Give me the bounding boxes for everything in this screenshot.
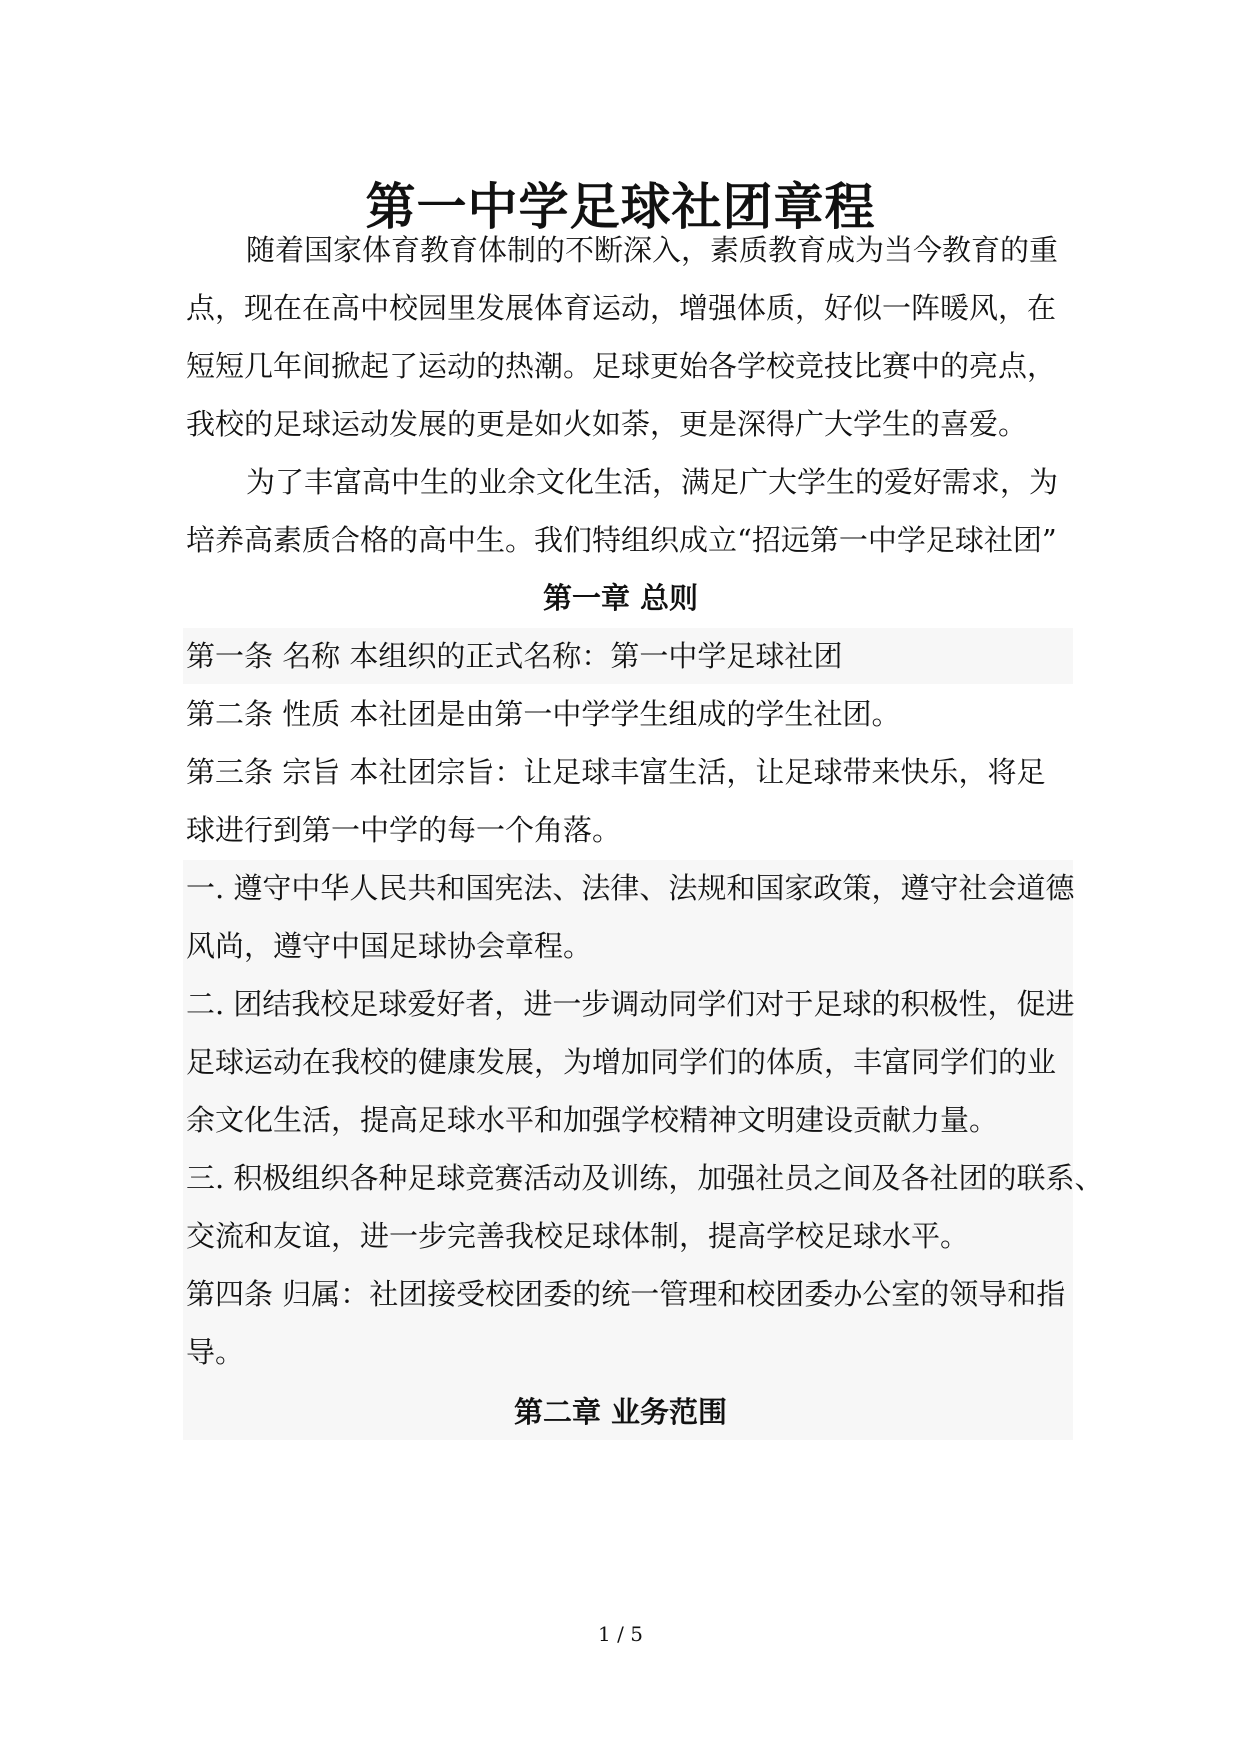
article-line: 三. 积极组织各种足球竞赛活动及训练，加强社员之间及各社团的联系、 bbox=[186, 1161, 1104, 1195]
intro-line: 培养高素质合格的高中生。我们特组织成立“招远第一中学足球社团” bbox=[186, 523, 1057, 557]
intro-line: 为了丰富高中生的业余文化生活，满足广大学生的爱好需求，为 bbox=[246, 465, 1059, 499]
article-line: 第二条 性质 本社团是由第一中学学生组成的学生社团。 bbox=[186, 697, 901, 731]
page-number: 1 / 5 bbox=[598, 1622, 643, 1646]
intro-line: 我校的足球运动发展的更是如火如荼，更是深得广大学生的喜爱。 bbox=[186, 407, 1028, 441]
article-line: 二. 团结我校足球爱好者，进一步调动同学们对于足球的积极性，促进 bbox=[186, 987, 1075, 1021]
article-line: 风尚，遵守中国足球协会章程。 bbox=[186, 929, 593, 963]
document-title: 第一中学足球社团章程 bbox=[365, 177, 876, 236]
article-line: 球进行到第一中学的每一个角落。 bbox=[186, 813, 622, 847]
chapter-heading: 第二章 业务范围 bbox=[513, 1395, 728, 1429]
chapter-heading: 第一章 总则 bbox=[542, 581, 699, 615]
article-line: 第三条 宗旨 本社团宗旨：让足球丰富生活，让足球带来快乐，将足 bbox=[186, 755, 1046, 789]
article-line: 交流和友谊，进一步完善我校足球体制，提高学校足球水平。 bbox=[186, 1219, 970, 1253]
intro-line: 点，现在在高中校园里发展体育运动，增强体质，好似一阵暖风，在 bbox=[186, 291, 1057, 325]
intro-line: 随着国家体育教育体制的不断深入，素质教育成为当今教育的重 bbox=[246, 233, 1059, 267]
intro-line: 短短几年间掀起了运动的热潮。足球更始各学校竞技比赛中的亮点， bbox=[186, 349, 1057, 383]
article-line: 第一条 名称 本组织的正式名称：第一中学足球社团 bbox=[186, 639, 843, 673]
article-line: 足球运动在我校的健康发展，为增加同学们的体质，丰富同学们的业 bbox=[186, 1045, 1057, 1079]
article-line: 第四条 归属：社团接受校团委的统一管理和校团委办公室的领导和指 bbox=[186, 1277, 1066, 1311]
article-line: 导。 bbox=[186, 1335, 245, 1369]
article-line: 一. 遵守中华人民共和国宪法、法律、法规和国家政策，遵守社会道德 bbox=[186, 871, 1075, 905]
article-line: 余文化生活，提高足球水平和加强学校精神文明建设贡献力量。 bbox=[186, 1103, 999, 1137]
